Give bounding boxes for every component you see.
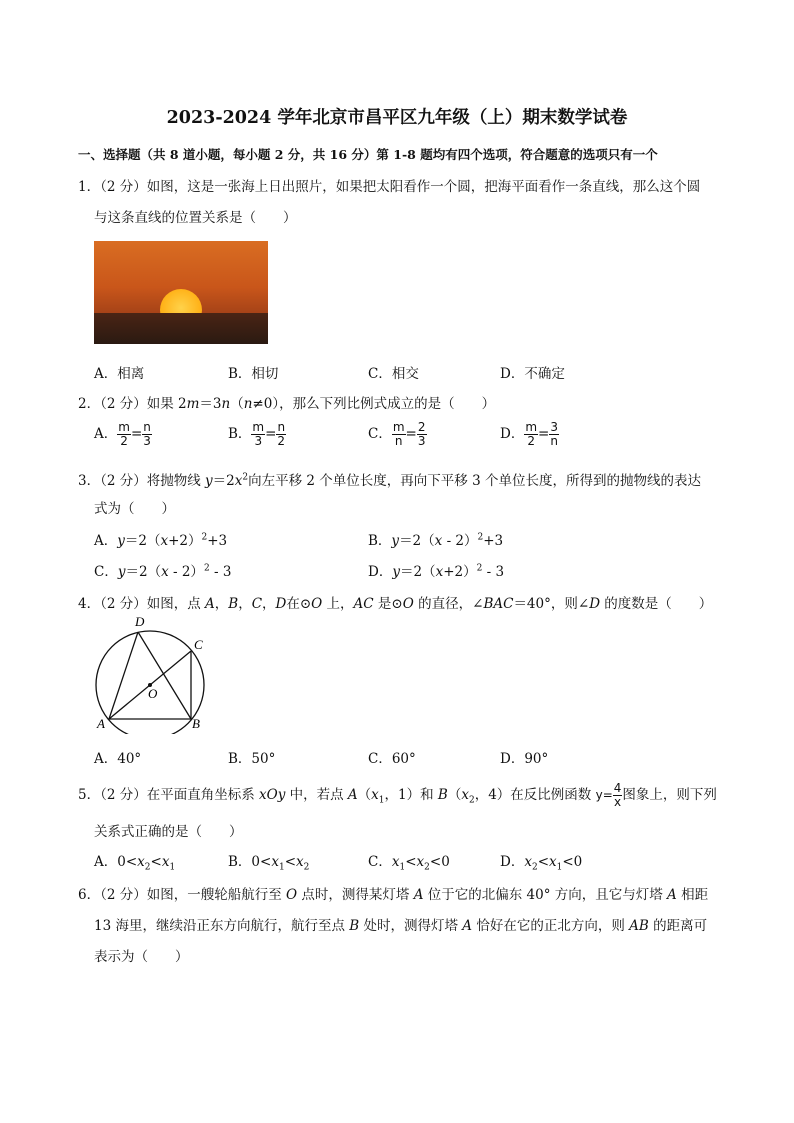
label-d: D [135,614,145,629]
q1-option-d[interactable]: D．不确定 [500,366,565,382]
label-a: A [97,716,105,731]
q1-option-b[interactable]: B．相切 [228,366,279,382]
q5-option-b[interactable]: B．$0<x_1<x_2$ [228,854,310,873]
q5-line1: 5．（2 分）在平面直角坐标系 xOy 中，若点 $A(x_1$，1）和 $B(x_2$，4）在反比例函数 y= $\frac{4}{x}$ 图象上，则下列 [78,781,717,809]
q2-stem: 2．（2 分）如果 2m＝3n（n≠0），那么下列比例式成立的是（ ） [78,396,496,412]
horizon-shape [94,313,268,344]
q5-option-a[interactable]: A．$0<x_2<x_1$ [94,854,176,873]
q3-option-c[interactable]: C．y＝2（x - 2）$^2$ - 3 [94,563,232,580]
q5-line2: 关系式正确的是（ ） [94,824,243,840]
q2-option-d[interactable]: D． $\frac{m}{2}$ = $\frac{3}{n}$ [500,420,558,448]
q1-option-a[interactable]: A．相离 [94,366,145,382]
q4-option-b[interactable]: B．50° [228,751,276,767]
page-title: 2023-2024 学年北京市昌平区九年级（上）期末数学试卷 [166,108,628,128]
sunset-photo [94,241,268,344]
q6-line1: 6．（2 分）如图，一艘轮船航行至 O 点时，测得某灯塔 A 位于它的北偏东 40° 方向，且它与灯塔 A 相距 [78,887,709,903]
segment-db [138,632,191,719]
q1-line1: 1．（2 分）如图，这是一张海上日出照片，如果把太阳看作一个圆，把海平面看作一条直线，那么这个圆 [78,179,701,195]
section-heading: 一、选择题（共 8 道小题，每小题 2 分，共 16 分）第 1-8 题均有四个选项，符合题意的选项只有一个 [78,147,658,162]
label-o: O [148,686,158,701]
label-c: C [194,637,203,652]
q3-option-a[interactable]: A．$y=2(x+2)^2+3$ [94,532,228,549]
label-b: B [192,716,200,731]
q4-option-d[interactable]: D．90° [500,751,549,767]
q1-option-c[interactable]: C．相交 [368,366,419,382]
q2-option-b[interactable]: B． $\frac{m}{3}$ = $\frac{n}{2}$ [228,420,286,448]
q3-option-b[interactable]: B．y＝2（x - 2）$^2$+3 [368,532,504,549]
q5-option-d[interactable]: D．$x_2<x_1<0$ [500,854,583,873]
q4-option-c[interactable]: C．60° [368,751,416,767]
q6-line3: 表示为（ ） [94,949,189,965]
q3-option-d[interactable]: D．$y=2(x+2)^2 - 3$ [368,563,505,580]
q1-line2: 与这条直线的位置关系是（ ） [94,210,297,226]
q2-option-a[interactable]: A． $\frac{m}{2}$ = $\frac{n}{3}$ [94,420,151,448]
q3-line1: 3．（2 分）将抛物线 $y=2x^2$向左平移 2 个单位长度，再向下平移 3 个单位长度，所得到的抛物线的表达 [78,472,701,489]
q3-line2: 式为（ ） [94,501,175,517]
q5-option-c[interactable]: C．$x_1<x_2<0$ [368,854,450,873]
q2-option-c[interactable]: C． $\frac{m}{n}$ = $\frac{2}{3}$ [368,420,426,448]
q4-option-a[interactable]: A．40° [94,751,142,767]
q4-stem: 4．（2 分）如图，点 A，B，C，D在⊙O 上，AC 是⊙O 的直径，∠BAC＝40°，则∠D 的度数是（ ） [78,596,713,612]
q6-line2: 13 海里，继续沿正东方向航行，航行至点 B 处时，测得灯塔 A 恰好在它的正北方向，则 AB 的距离可 [94,918,708,934]
circle-diagram [90,612,215,734]
